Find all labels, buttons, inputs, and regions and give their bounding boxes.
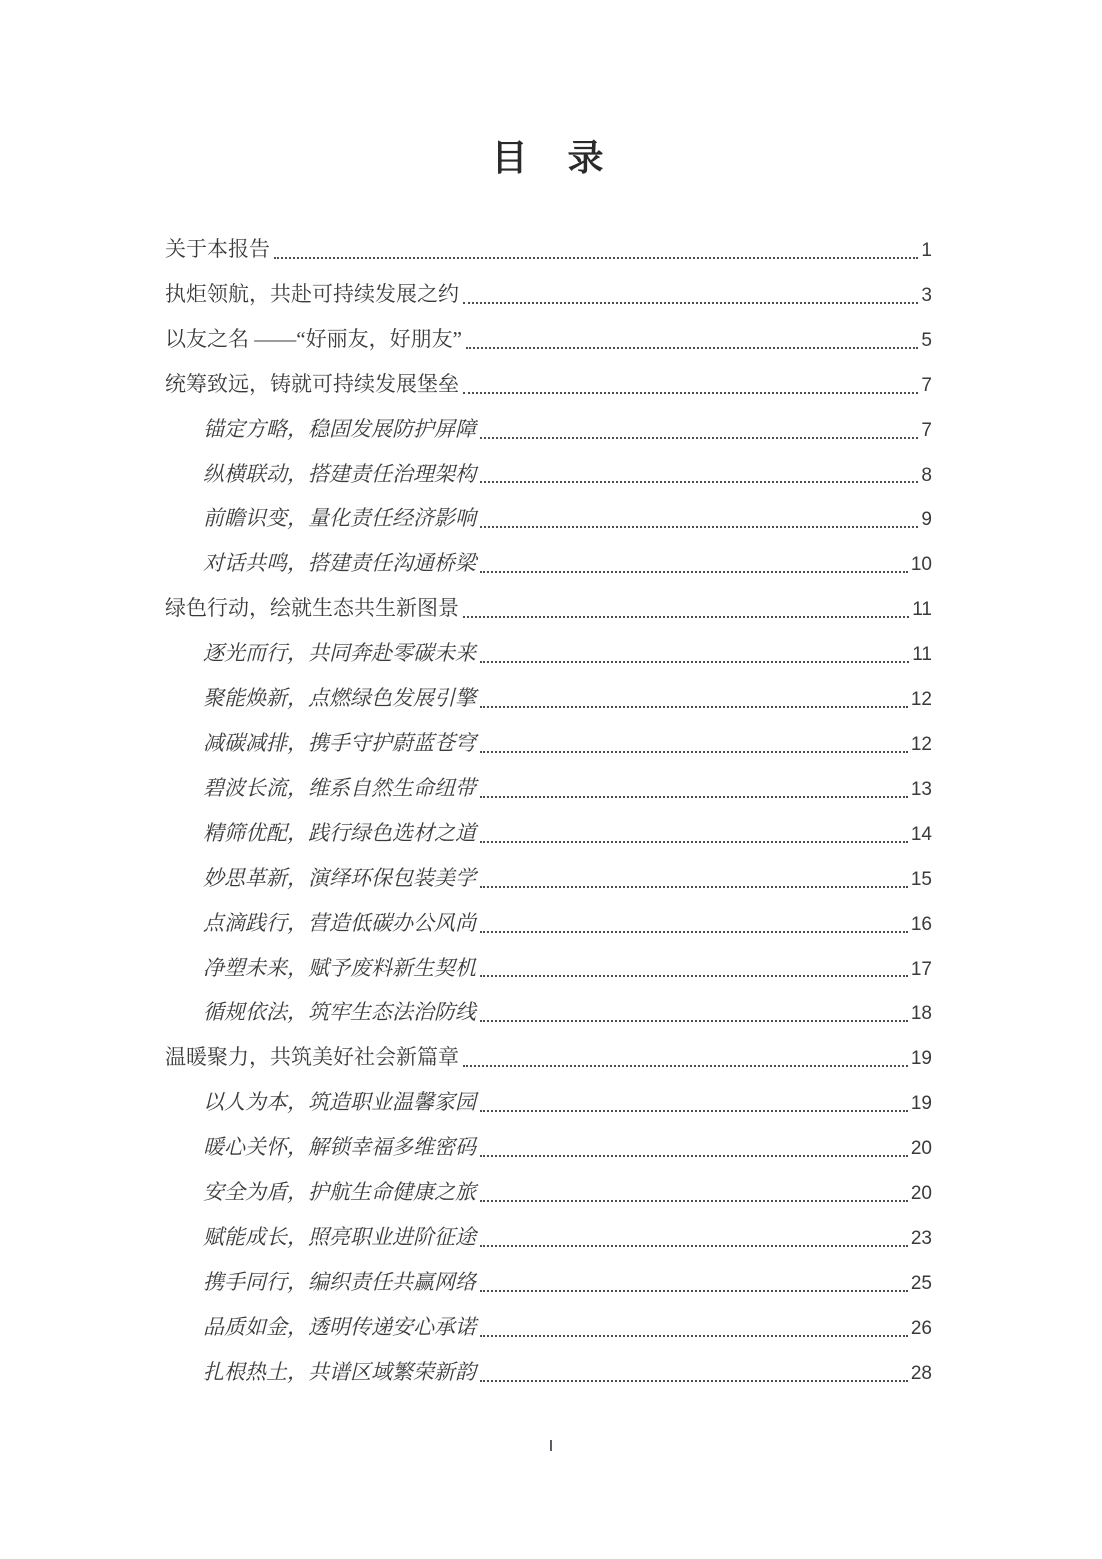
toc-entry-page: 19 <box>910 1048 932 1070</box>
toc-row <box>165 632 932 677</box>
toc-leader-dots <box>480 931 908 933</box>
toc-entry-title: 纵横联动，搭建责任治理架构 <box>203 461 476 486</box>
toc-entry-title: 安全为盾，护航生命健康之旅 <box>203 1180 476 1205</box>
footer-page-number: I <box>548 1438 554 1455</box>
toc-leader-dots <box>480 1200 908 1202</box>
page-title: 目 录 <box>491 138 606 178</box>
toc-row <box>165 228 932 273</box>
toc-row <box>165 947 932 992</box>
toc-entry-title: 聚能焕新，点燃绿色发展引擎 <box>203 686 476 711</box>
toc-entry-page: 17 <box>910 958 932 980</box>
toc-leader-dots <box>480 437 918 439</box>
toc-entry-page: 25 <box>910 1272 932 1294</box>
toc-entry-title: 温暖聚力，共筑美好社会新篇章 <box>165 1045 459 1070</box>
toc-entry-page: 8 <box>921 464 932 486</box>
toc-entry-title: 执炬领航，共赴可持续发展之约 <box>165 281 459 306</box>
toc-entry-page: 7 <box>921 374 932 396</box>
toc-entry-page: 9 <box>921 509 932 531</box>
toc-entry-title: 扎根热土，共谱区域繁荣新韵 <box>203 1359 476 1384</box>
toc-leader-dots <box>480 1245 908 1247</box>
toc-row <box>165 453 932 498</box>
toc-entry-title: 品质如金，透明传递安心承诺 <box>203 1314 476 1339</box>
toc-leader-dots <box>466 347 919 349</box>
toc-row <box>165 408 932 453</box>
toc-leader-dots <box>480 1110 908 1112</box>
toc-entry-title: 循规依法，筑牢生态法治防线 <box>203 1000 476 1025</box>
toc-entry-page: 7 <box>921 419 932 441</box>
toc-entry-page: 10 <box>910 554 932 576</box>
toc-entry-title: 精筛优配，践行绿色选材之道 <box>203 820 476 845</box>
toc-entry-page: 11 <box>912 644 932 666</box>
toc-entry-title: 锚定方略，稳固发展防护屏障 <box>203 416 476 441</box>
toc-row <box>165 1306 932 1351</box>
toc-entry-page: 23 <box>910 1227 932 1249</box>
toc-row <box>165 1081 932 1126</box>
toc-entry-page: 11 <box>912 599 932 621</box>
toc-row <box>165 857 932 902</box>
toc-entry-title: 前瞻识变，量化责任经济影响 <box>203 506 476 531</box>
toc-entry-page: 3 <box>921 284 932 306</box>
toc-leader-dots <box>480 1335 908 1337</box>
toc-entry-title: 逐光而行，共同奔赴零碳未来 <box>203 641 476 666</box>
toc-entry-title: 妙思革新，演绎环保包装美学 <box>203 865 476 890</box>
toc-leader-dots <box>463 302 918 304</box>
toc-row <box>165 1171 932 1216</box>
toc-leader-dots <box>480 796 908 798</box>
toc-entry-page: 12 <box>910 733 932 755</box>
toc-entry-title: 以人为本，筑造职业温馨家园 <box>203 1090 476 1115</box>
toc-entry-title: 统筹致远，铸就可持续发展堡垒 <box>165 371 459 396</box>
toc-entry-title: 点滴践行，营造低碳办公风尚 <box>203 910 476 935</box>
toc-row <box>165 677 932 722</box>
toc-entry-page: 20 <box>910 1183 932 1205</box>
toc-leader-dots <box>480 481 918 483</box>
toc-leader-dots <box>274 257 918 259</box>
toc-row <box>165 1261 932 1306</box>
toc-entry-page: 1 <box>921 240 932 261</box>
toc-entry-page: 18 <box>910 1003 932 1025</box>
toc-row <box>165 318 932 363</box>
toc-row <box>165 1351 932 1396</box>
toc-row <box>165 1216 932 1261</box>
toc-entry-title: 携手同行，编织责任共赢网络 <box>203 1269 476 1294</box>
toc-entry-title: 对话共鸣，搭建责任沟通桥梁 <box>203 551 476 576</box>
toc-leader-dots <box>480 841 908 843</box>
toc-leader-dots <box>480 571 908 573</box>
toc-row <box>165 812 932 857</box>
toc-leader-dots <box>480 1155 908 1157</box>
toc-row <box>165 542 932 587</box>
toc-row <box>165 1126 932 1171</box>
toc-row <box>165 991 932 1036</box>
toc-row <box>165 722 932 767</box>
toc-entry-page: 16 <box>910 913 932 935</box>
toc-entry-title: 减碳减排，携手守护蔚蓝苍穹 <box>203 730 476 755</box>
toc-leader-dots <box>480 1020 908 1022</box>
toc-entry-page: 5 <box>921 329 932 351</box>
toc-entry-title: 净塑未来，赋予废料新生契机 <box>203 955 476 980</box>
toc-content <box>165 0 932 1396</box>
toc-entry-page: 19 <box>910 1093 932 1115</box>
toc-entry-title: 绿色行动，绘就生态共生新图景 <box>165 596 459 621</box>
toc-leader-dots <box>480 886 908 888</box>
toc-entry-title: 关于本报告 <box>165 237 270 261</box>
toc-leader-dots <box>480 526 918 528</box>
toc-list <box>165 228 932 1396</box>
toc-row <box>165 363 932 408</box>
toc-entry-page: 15 <box>910 868 932 890</box>
toc-row <box>165 1036 932 1081</box>
toc-entry-title: 暖心关怀，解锁幸福多维密码 <box>203 1135 476 1160</box>
toc-leader-dots <box>480 661 909 663</box>
toc-entry-title: 以友之名 ——“好丽友，好朋友” <box>165 326 462 351</box>
toc-entry-page: 12 <box>910 689 932 711</box>
toc-leader-dots <box>480 1380 908 1382</box>
toc-row <box>165 273 932 318</box>
toc-entry-page: 20 <box>910 1138 932 1160</box>
toc-leader-dots <box>480 975 908 977</box>
toc-entry-page: 26 <box>910 1317 932 1339</box>
toc-leader-dots <box>480 1290 908 1292</box>
toc-leader-dots <box>463 1065 908 1067</box>
toc-entry-page: 28 <box>910 1362 932 1384</box>
toc-leader-dots <box>463 392 918 394</box>
toc-leader-dots <box>480 751 908 753</box>
toc-row <box>165 902 932 947</box>
toc-leader-dots <box>463 616 909 618</box>
toc-leader-dots <box>480 706 908 708</box>
toc-entry-page: 13 <box>910 778 932 800</box>
toc-entry-title: 赋能成长，照亮职业进阶征途 <box>203 1224 476 1249</box>
toc-entry-page: 14 <box>910 823 932 845</box>
toc-row <box>165 767 932 812</box>
toc-row <box>165 497 932 542</box>
toc-row <box>165 587 932 632</box>
toc-entry-title: 碧波长流，维系自然生命纽带 <box>203 775 476 800</box>
